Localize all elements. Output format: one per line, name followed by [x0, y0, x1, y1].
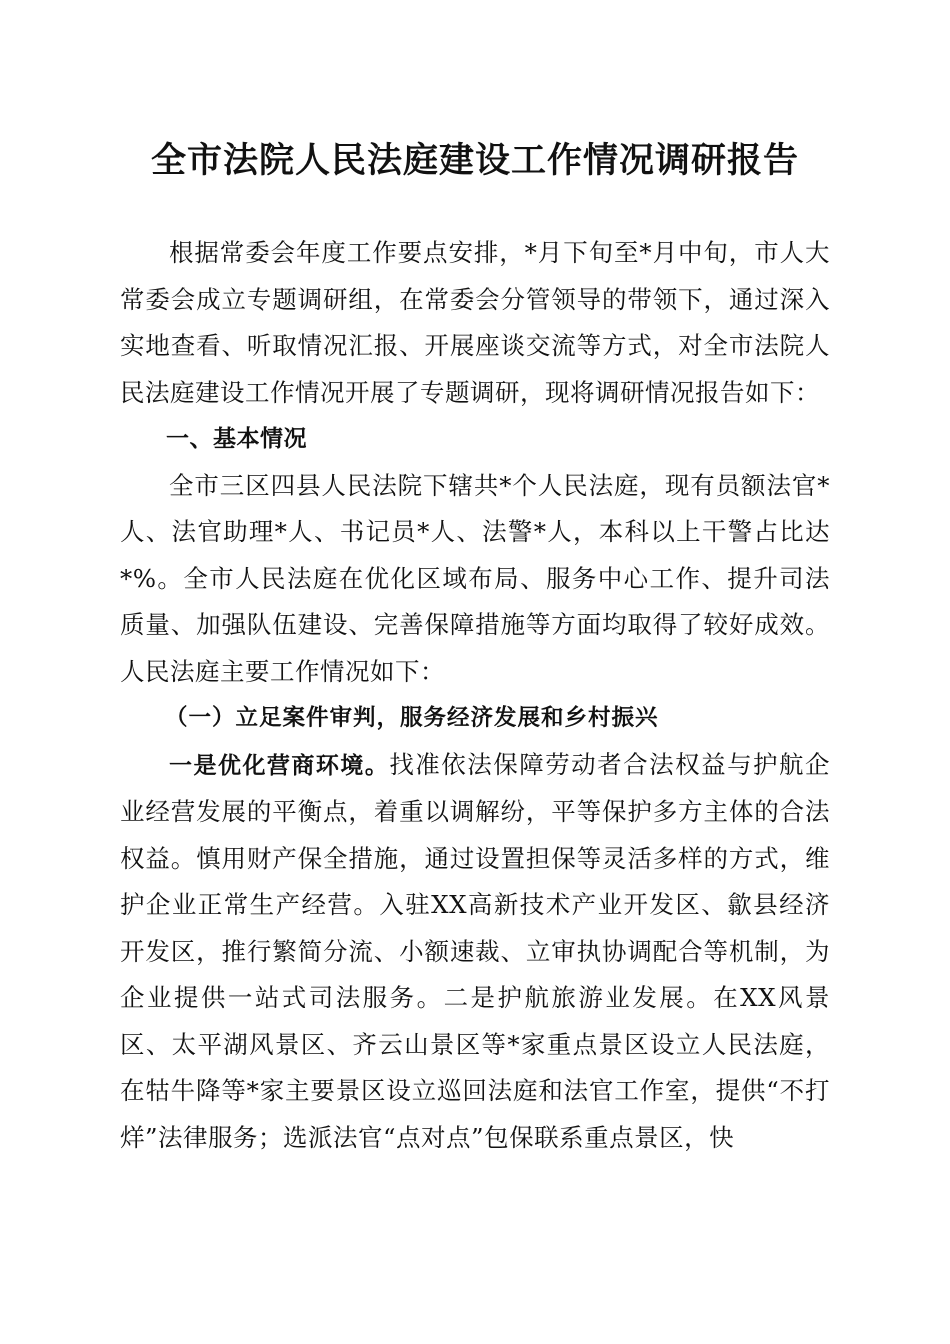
section-heading-basic-situation: 一、基本情况: [166, 426, 307, 452]
basic-situation-paragraph: 全市三区四县人民法院下辖共*个人民法庭，现有员额法官*人、法官助理*人、书记员*人、法警*人，本科以上干警占比达*%。全市人民法庭在优化区域布局、服务中心工作、提升司法质量、加强队伍建设、完善保障措施等方面均取得了较好成效。人民法庭主要工作情况如下：: [120, 470, 830, 686]
business-environment-paragraph: [120, 742, 830, 1162]
document-title: 全市法院人民法庭建设工作情况调研报告: [150, 140, 799, 181]
paragraph-body-text: 找准依法保障劳动者合法权益与护航企业经营发展的平衡点，着重以调解纷，平等保护多方主体的合法权益。慎用财产保全措施，通过设置担保等灵活多样的方式，维护企业正常生产经营。入驻XX高新技术产业开发区、歙县经济开发区，推行繁简分流、小额速裁、立审执协调配合等机制，为企业提供一站式司法服务。二是护航旅游业发展。在XX风景区、太平湖风景区、齐云山景区等*家重点景区设立人民法庭，在牯牛降等*家主要景区设立巡回法庭和法官工作室，提供“不打烊”法律服务；选派法官“点对点”包保联系重点景区，快: [120, 749, 831, 1152]
subsection-heading-case-trial: （一）立足案件审判，服务经济发展和乡村振兴: [165, 705, 659, 731]
paragraph-lead-text: 一是优化营商环境。: [169, 752, 390, 779]
intro-paragraph: 根据常委会年度工作要点安排，*月下旬至*月中旬，市人大常委会成立专题调研组，在常委会分管领导的带领下，通过深入实地查看、听取情况汇报、开展座谈交流等方式，对全市法院人民法庭建设工作情况开展了专题调研，现将调研情况报告如下：: [120, 238, 830, 407]
document-body: [120, 230, 830, 1161]
